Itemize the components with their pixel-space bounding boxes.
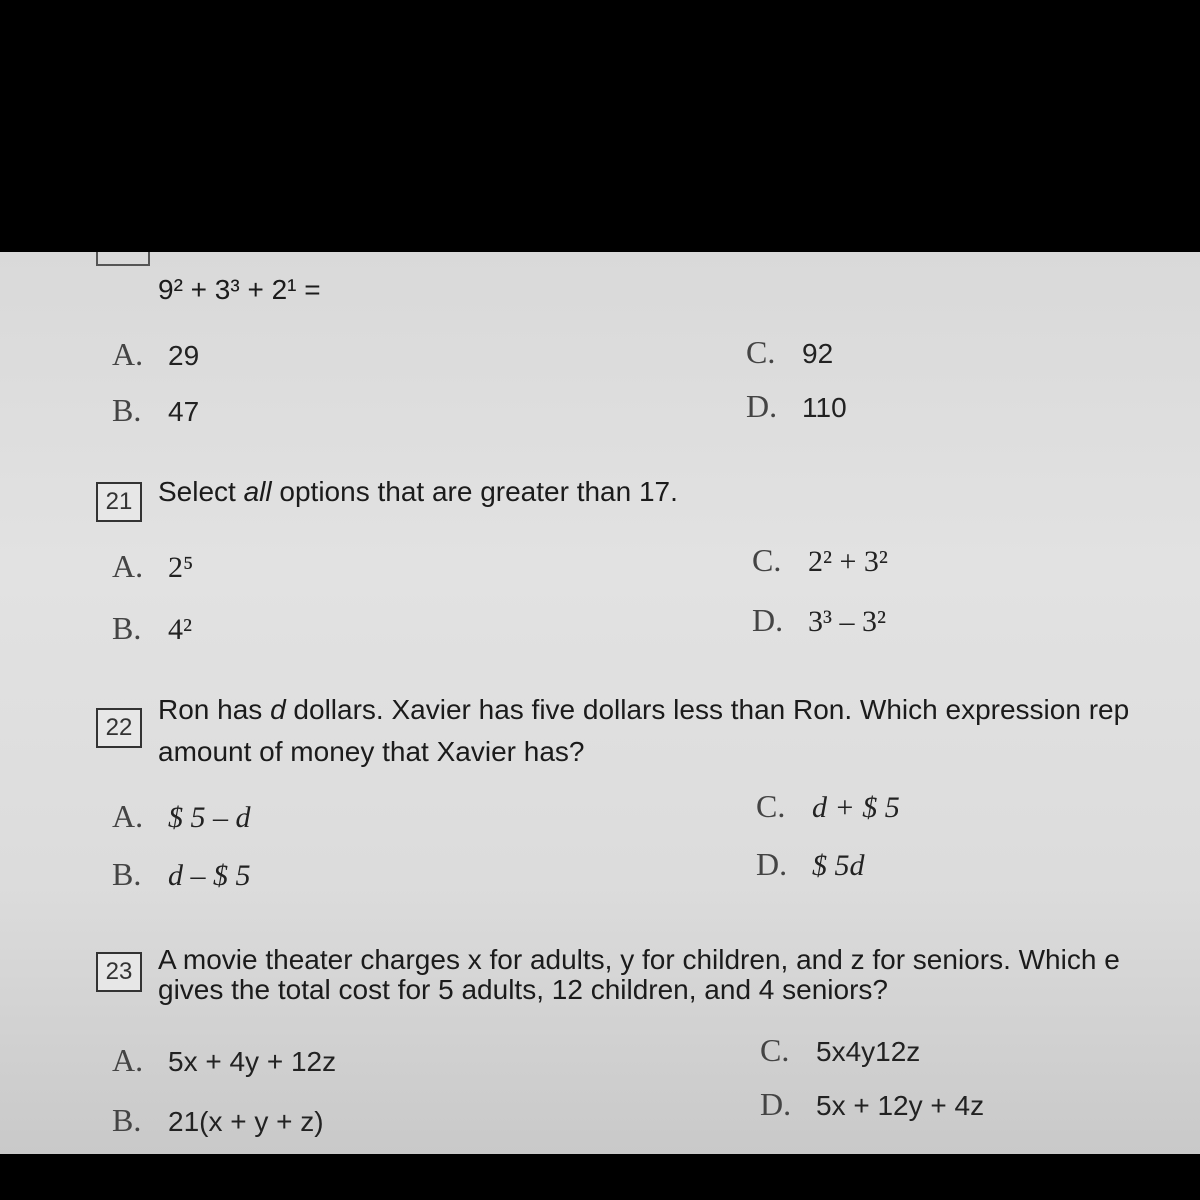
q20-option-a[interactable] [112,336,199,373]
option-letter: C. [756,788,786,824]
q21-option-d[interactable] [752,602,886,639]
q23-option-a[interactable] [112,1042,336,1079]
option-letter: A. [112,1042,144,1078]
q23-option-b[interactable] [112,1102,324,1139]
q20-option-b-value: 47 [168,396,200,427]
q20-expression: 9² + 3³ + 2¹ = [158,274,321,305]
option-letter: C. [746,334,776,370]
q23-option-c-value: 5x4y12z [816,1036,921,1067]
q23-option-b-value: 21(x + y + z) [168,1106,324,1137]
option-letter: A. [112,548,144,584]
q23-option-a-value: 5x + 4y + 12z [168,1046,337,1077]
q22-option-a-value: $ 5 – d [168,801,251,834]
option-letter: B. [112,1102,142,1138]
option-letter: C. [752,542,782,578]
q22-option-d-value: $ 5d [812,849,865,882]
option-letter: D. [746,388,778,424]
q20-option-c-value: 92 [802,338,834,369]
option-letter: C. [760,1032,790,1068]
question-20-number-box [96,252,150,266]
q22-stem-line-2: amount of money that Xavier has? [158,736,585,767]
q22-option-b[interactable] [112,856,251,893]
q23-option-c[interactable] [760,1032,920,1069]
q21-stem: Select all options that are greater than 17. [158,476,678,507]
option-letter: A. [112,336,144,372]
q21-option-a-value: 2⁵ [168,551,194,584]
q23-option-d-value: 5x + 12y + 4z [816,1090,985,1121]
q22-option-c[interactable] [756,788,900,825]
q20-option-d-value: 110 [802,392,847,423]
option-letter: B. [112,392,142,428]
q23-stem-line-2: gives the total cost for 5 adults, 12 children, and 4 seniors? [158,974,888,1005]
option-letter: B. [112,610,142,646]
screen-bezel-bottom [0,1154,1200,1200]
q21-option-b-value: 4² [168,613,192,646]
q21-option-d-value: 3³ – 3² [808,605,886,638]
q21-option-b[interactable] [112,610,192,647]
q22-option-b-value: d – $ 5 [168,859,251,892]
q21-option-c-value: 2² + 3² [808,545,888,578]
q20-option-b[interactable] [112,392,199,429]
q22-option-c-value: d + $ 5 [812,791,900,824]
q21-option-c[interactable] [752,542,888,579]
q20-option-d[interactable] [746,388,847,425]
q22-stem-line-1: Ron has d dollars. Xavier has five dollars less than Ron. Which expression rep [158,694,1130,725]
q23-number-box: 23 [96,952,142,992]
q20-option-c[interactable] [746,334,833,371]
option-letter: D. [756,846,788,882]
q23-stem-line-1: A movie theater charges x for adults, y for children, and z for seniors. Which e [158,944,1120,975]
option-letter: D. [752,602,784,638]
q22-option-d[interactable] [756,846,865,883]
option-letter: A. [112,798,144,834]
q22-number-box: 22 [96,708,142,748]
q22-option-a[interactable] [112,798,251,835]
q21-number-box: 21 [96,482,142,522]
q21-option-a[interactable] [112,548,193,585]
q20-option-a-value: 29 [168,340,200,371]
option-letter: D. [760,1086,792,1122]
option-letter: B. [112,856,142,892]
q23-option-d[interactable] [760,1086,984,1123]
